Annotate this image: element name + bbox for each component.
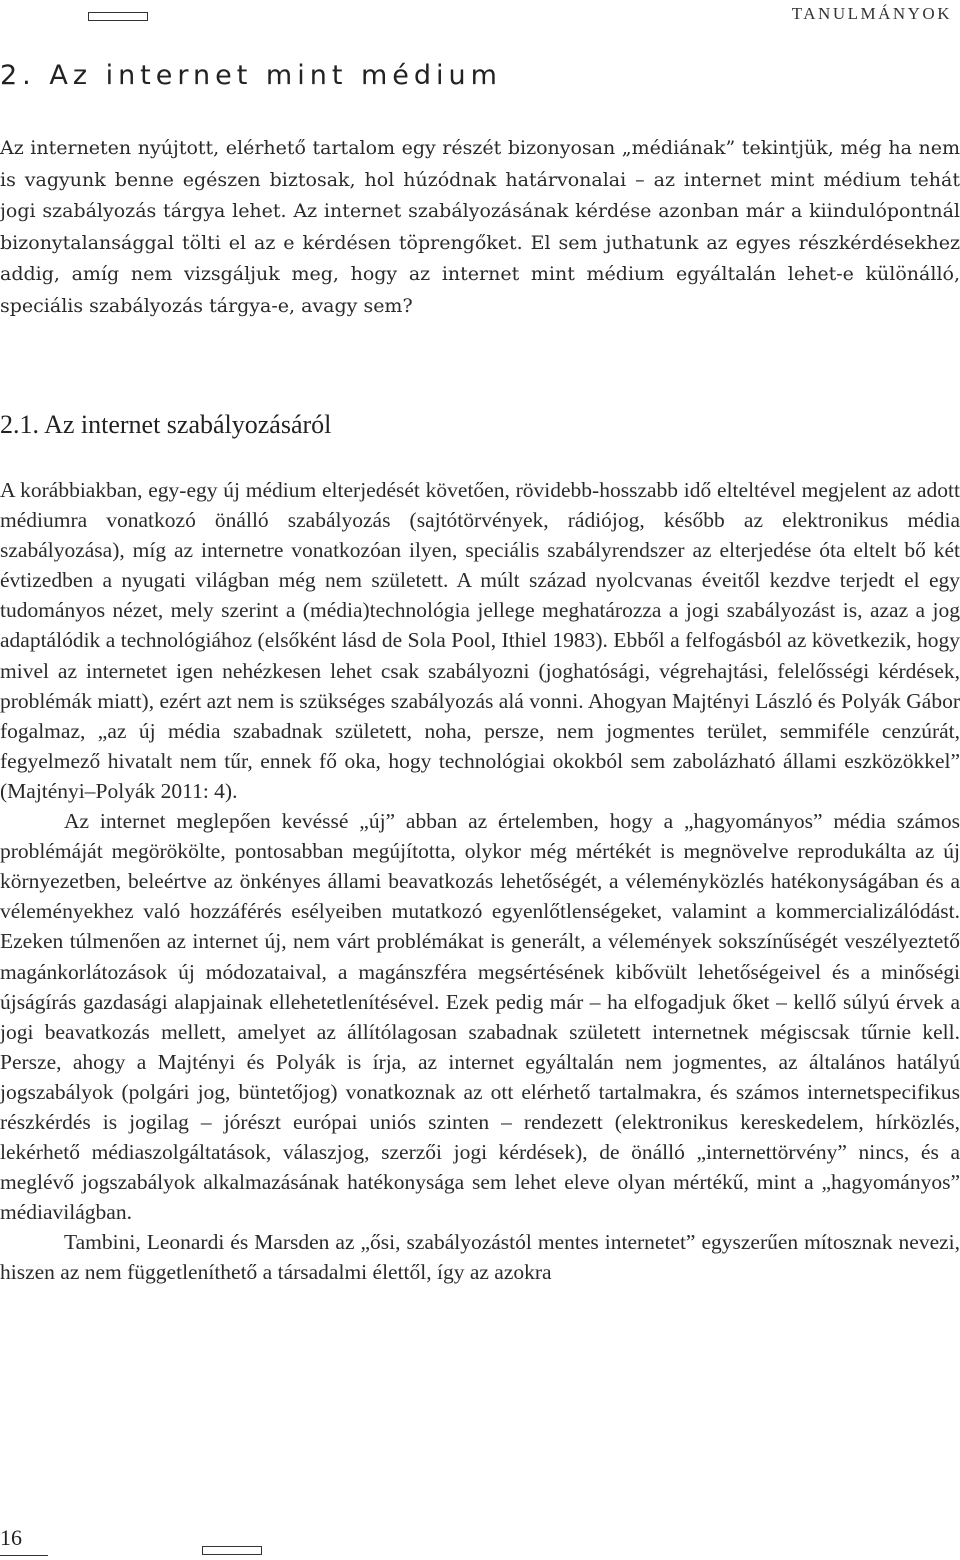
footer-rule xyxy=(0,1555,48,1556)
body-paragraph-2: Az internet meglepően kevéssé „új” abban az értelemben, hogy a „hagyományos” média számos problémáját megörökölte, pontosabban megújította, olykor még mértékét is megnövelve reprodukálta az új környezetben, beleértve az önkényes állami beavatkozás lehetőségét, a véleményközlés hatékonyságában és a véleményekhez való hozzáférés esélyeiben mutatkozó egyenlőtlenségeket, valamint a kommercializálódást. Ezeken túlmenően az internet új, nem várt problémákat is generált, a vélemények sokszínűségét veszélyeztető magánkorlátozások új módozataival, a magánszféra megsértésének kibővült lehetőségeivel és a minőségi újságírás gazdasági alapjainak ellehetetlenítésével. Ezek pedig már – ha elfogadjuk őket – kellő súlyú érvek a jogi beavatkozás mellett, amelyet az állítólagosan szabadnak született internetnek mégiscsak tűrnie kell. Persze, ahogy a Majtényi és Polyák is írja, az internet egyáltalán nem jogmentes, az általános hatályú jogszabályok (polgári jog, büntetőjog) vonatkoznak az ott elérhető tartalmakra, és számos internetspecifikus részkérdés is jogilag – jórészt európai uniós szinten – rendezett (elektronikus kereskedelem, hírközlés, lekérhető médiaszolgáltatások, válaszjog, szerzői jogi kérdések), de önálló „internettörvény” nincs, és a meglévő jogszabályok alkalmazásának hatékonysága sem lehet eleve olyan mértékű, mint a „hagyományos” médiavilágban. xyxy=(0,809,960,1225)
section-body xyxy=(0,475,960,1288)
chapter-intro-paragraph: Az interneten nyújtott, elérhető tartalom egy részét bizonyosan „médiának” tekintjük, még ha nem is vagyunk benne egészen biztosak, hol húzódnak határvonalai – az internet mint médium tehát jogi szabályozás tárgya lehet. Az internet szabályozásának kérdése azonban már a kiindulópontnál bizonytalansággal tölti el az e kérdésen töprengőket. El sem juthatunk az egyes részkérdésekhez addig, amíg nem vizsgáljuk meg, hogy az internet mint médium egyáltalán lehet-e különálló, speciális szabályozás tárgya-e, avagy sem? xyxy=(0,137,960,317)
footer-decorative-bar xyxy=(202,1546,262,1555)
header-decorative-bar xyxy=(88,12,148,21)
body-paragraph-3: Tambini, Leonardi és Marsden az „ősi, szabályozástól mentes internetet” egyszerűen mítosznak nevezi, hiszen az nem függetleníthető a társadalmi élettől, így az azokra xyxy=(0,1230,960,1285)
section-title: 2.1. Az internet szabályozásáról xyxy=(0,410,332,439)
chapter-title: 2. Az internet mint médium xyxy=(0,60,502,91)
body-paragraph-1: A korábbiakban, egy-egy új médium elterjedését követően, rövidebb-hosszabb idő elteltével megjelent az adott médiumra vonatkozó önálló szabályozás (sajtótörvények, rádiójog, később az elektronikus média szabályozása), míg az internetre vonatkozóan ilyen, speciális szabályrendszer az elterjedése óta eltelt bő két évtizedben a nyugati világban még nem született. A múlt század nyolcvanas éveitől kezdve terjedt el egy tudományos nézet, mely szerint a (média)technológia jellege meghatározza a jogi szabályozást is, azaz a jog adaptálódik a technológiához (elsőként lásd de Sola Pool, Ithiel 1983). Ebből a felfogásból az következik, hogy mivel az internetet igen nehézkesen lehet csak szabályozni (joghatósági, végrehajtási, felelősségi kérdések, problémák miatt), ezért azt nem is szükséges szabályozás alá vonni. Ahogyan Majtényi László és Polyák Gábor fogalmaz, „az új média szabadnak született, noha, persze, nem jogmentes terület, semmiféle cenzúrát, fegyelmező hivatalt nem tűr, ennek fő oka, hogy technológiai okokból sem zabolázható állami eszközökkel” (Majtényi–Polyák 2011: 4). xyxy=(0,478,960,803)
page-number: 16 xyxy=(0,1525,22,1550)
running-head: TANULMÁNYOK xyxy=(791,4,952,23)
